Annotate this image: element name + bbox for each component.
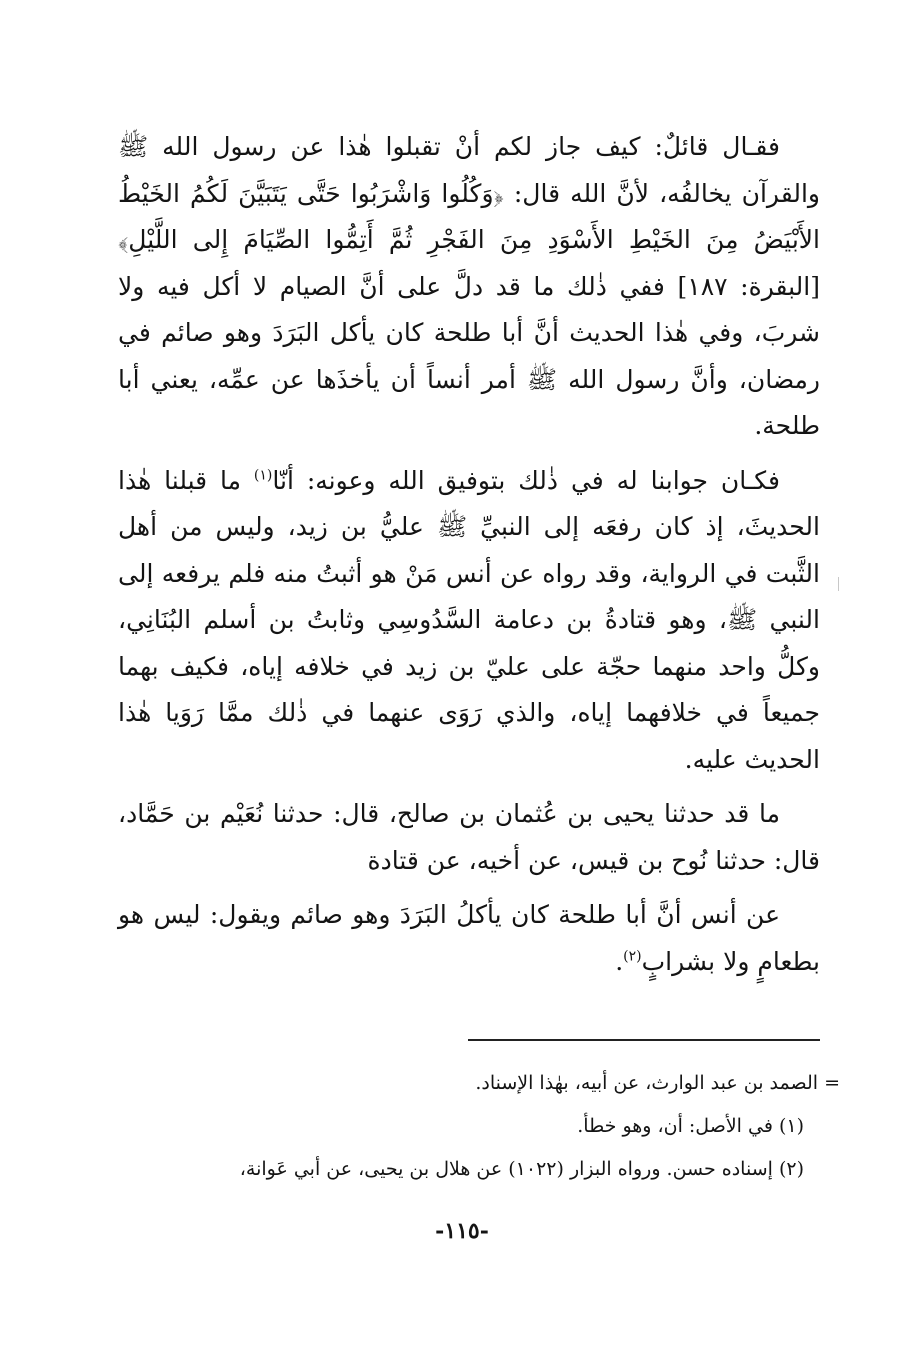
paragraph-isnad: ما قد حدثنا يحيى بن عُثمان بن صالح، قال: حدثنا نُعَيْم بن حَمَّاد، قال: حدثنا نُوح بن قيس، عن أخيه، عن قتادة [118,799,820,875]
page-number: -١١٥- [435,1218,489,1244]
paragraph-question: فقـال قائلٌ: كيف جاز لكم أنْ تقبلوا هٰذا عن رسول الله ﷺ والقرآن يخالفُه، لأنَّ الله قال: ﴿وَكُلُوا وَاشْرَبُوا حَتَّى يَتَبَيَّنَ لَكُمُ الخَيْطُ الأَبْيَضُ مِنَ الخَيْطِ الأَسْوَدِ مِنَ الفَجْرِ ثُمَّ أَتِمُّوا الصِّيَامَ إِلى اللَّيْلِ﴾ [البقرة: ١٨٧] ففي ذٰلك ما قد دلَّ على أنَّ الصيام لا أكل فيه ولا شربَ، وفي هٰذا الحديث أنَّ أبا طلحة كان يأكل البَرَدَ وهو صائم في رمضان، وأنَّ رسول الله ﷺ أمر أنساً أن يأخذَها عن عمِّه، يعني أبا طلحة. [118,132,820,440]
footnote-continuation: = الصمد بن عبد الوارث، عن أبيه، بهٰذا الإسناد. [475,1072,840,1094]
answer-body: ما قبلنا هٰذا الحديثَ، إذ كان رفعَه إلى النبيِّ ﷺ عليُّ بن زيد، وليس من أهل الثَّبت في الرواية، وقد رواه عن أنس مَنْ هو أثبتُ منه فلم يرفعه إلى النبي ﷺ، وهو قتادةُ بن دعامة السَّدُوسِي وثابتُ بن أسلم البُنَانِي، وكلُّ واحد منهما حجّة على عليّ بن زيد في خلافه إياه، فكيف بهما جميعاً في خلافهما إياه، والذي رَوَى عنهما في ذٰلك ممَّا رَوَيا هٰذا الحديث عليه. [118,465,820,774]
footnote-marker-2: (٢) [623,948,642,965]
margin-mark [838,577,839,591]
paragraph-answer [118,458,820,784]
answer-opening: فكـان جوابنا له في ذٰلك بتوفيق الله وعونه: أنّا [272,465,780,495]
footnote-1: (١) في الأصل: أن، وهو خطأ. [577,1115,804,1137]
paragraph-hadith [118,892,820,985]
footnote-2: (٢) إسناده حسن. ورواه البزار (١٠٢٢) عن هلال بن يحيى، عن أبي عَوانة، [239,1158,804,1180]
hadith-period: . [615,946,624,976]
main-text [118,124,820,985]
hadith-text: عن أنس أنَّ أبا طلحة كان يأكلُ البَرَدَ وهو صائم ويقول: ليس هو بطعامٍ ولا بشرابٍ [118,900,820,976]
footnote-marker-1: (١) [253,467,273,484]
footnotes [110,1062,840,1191]
footnote-separator [468,1039,820,1041]
